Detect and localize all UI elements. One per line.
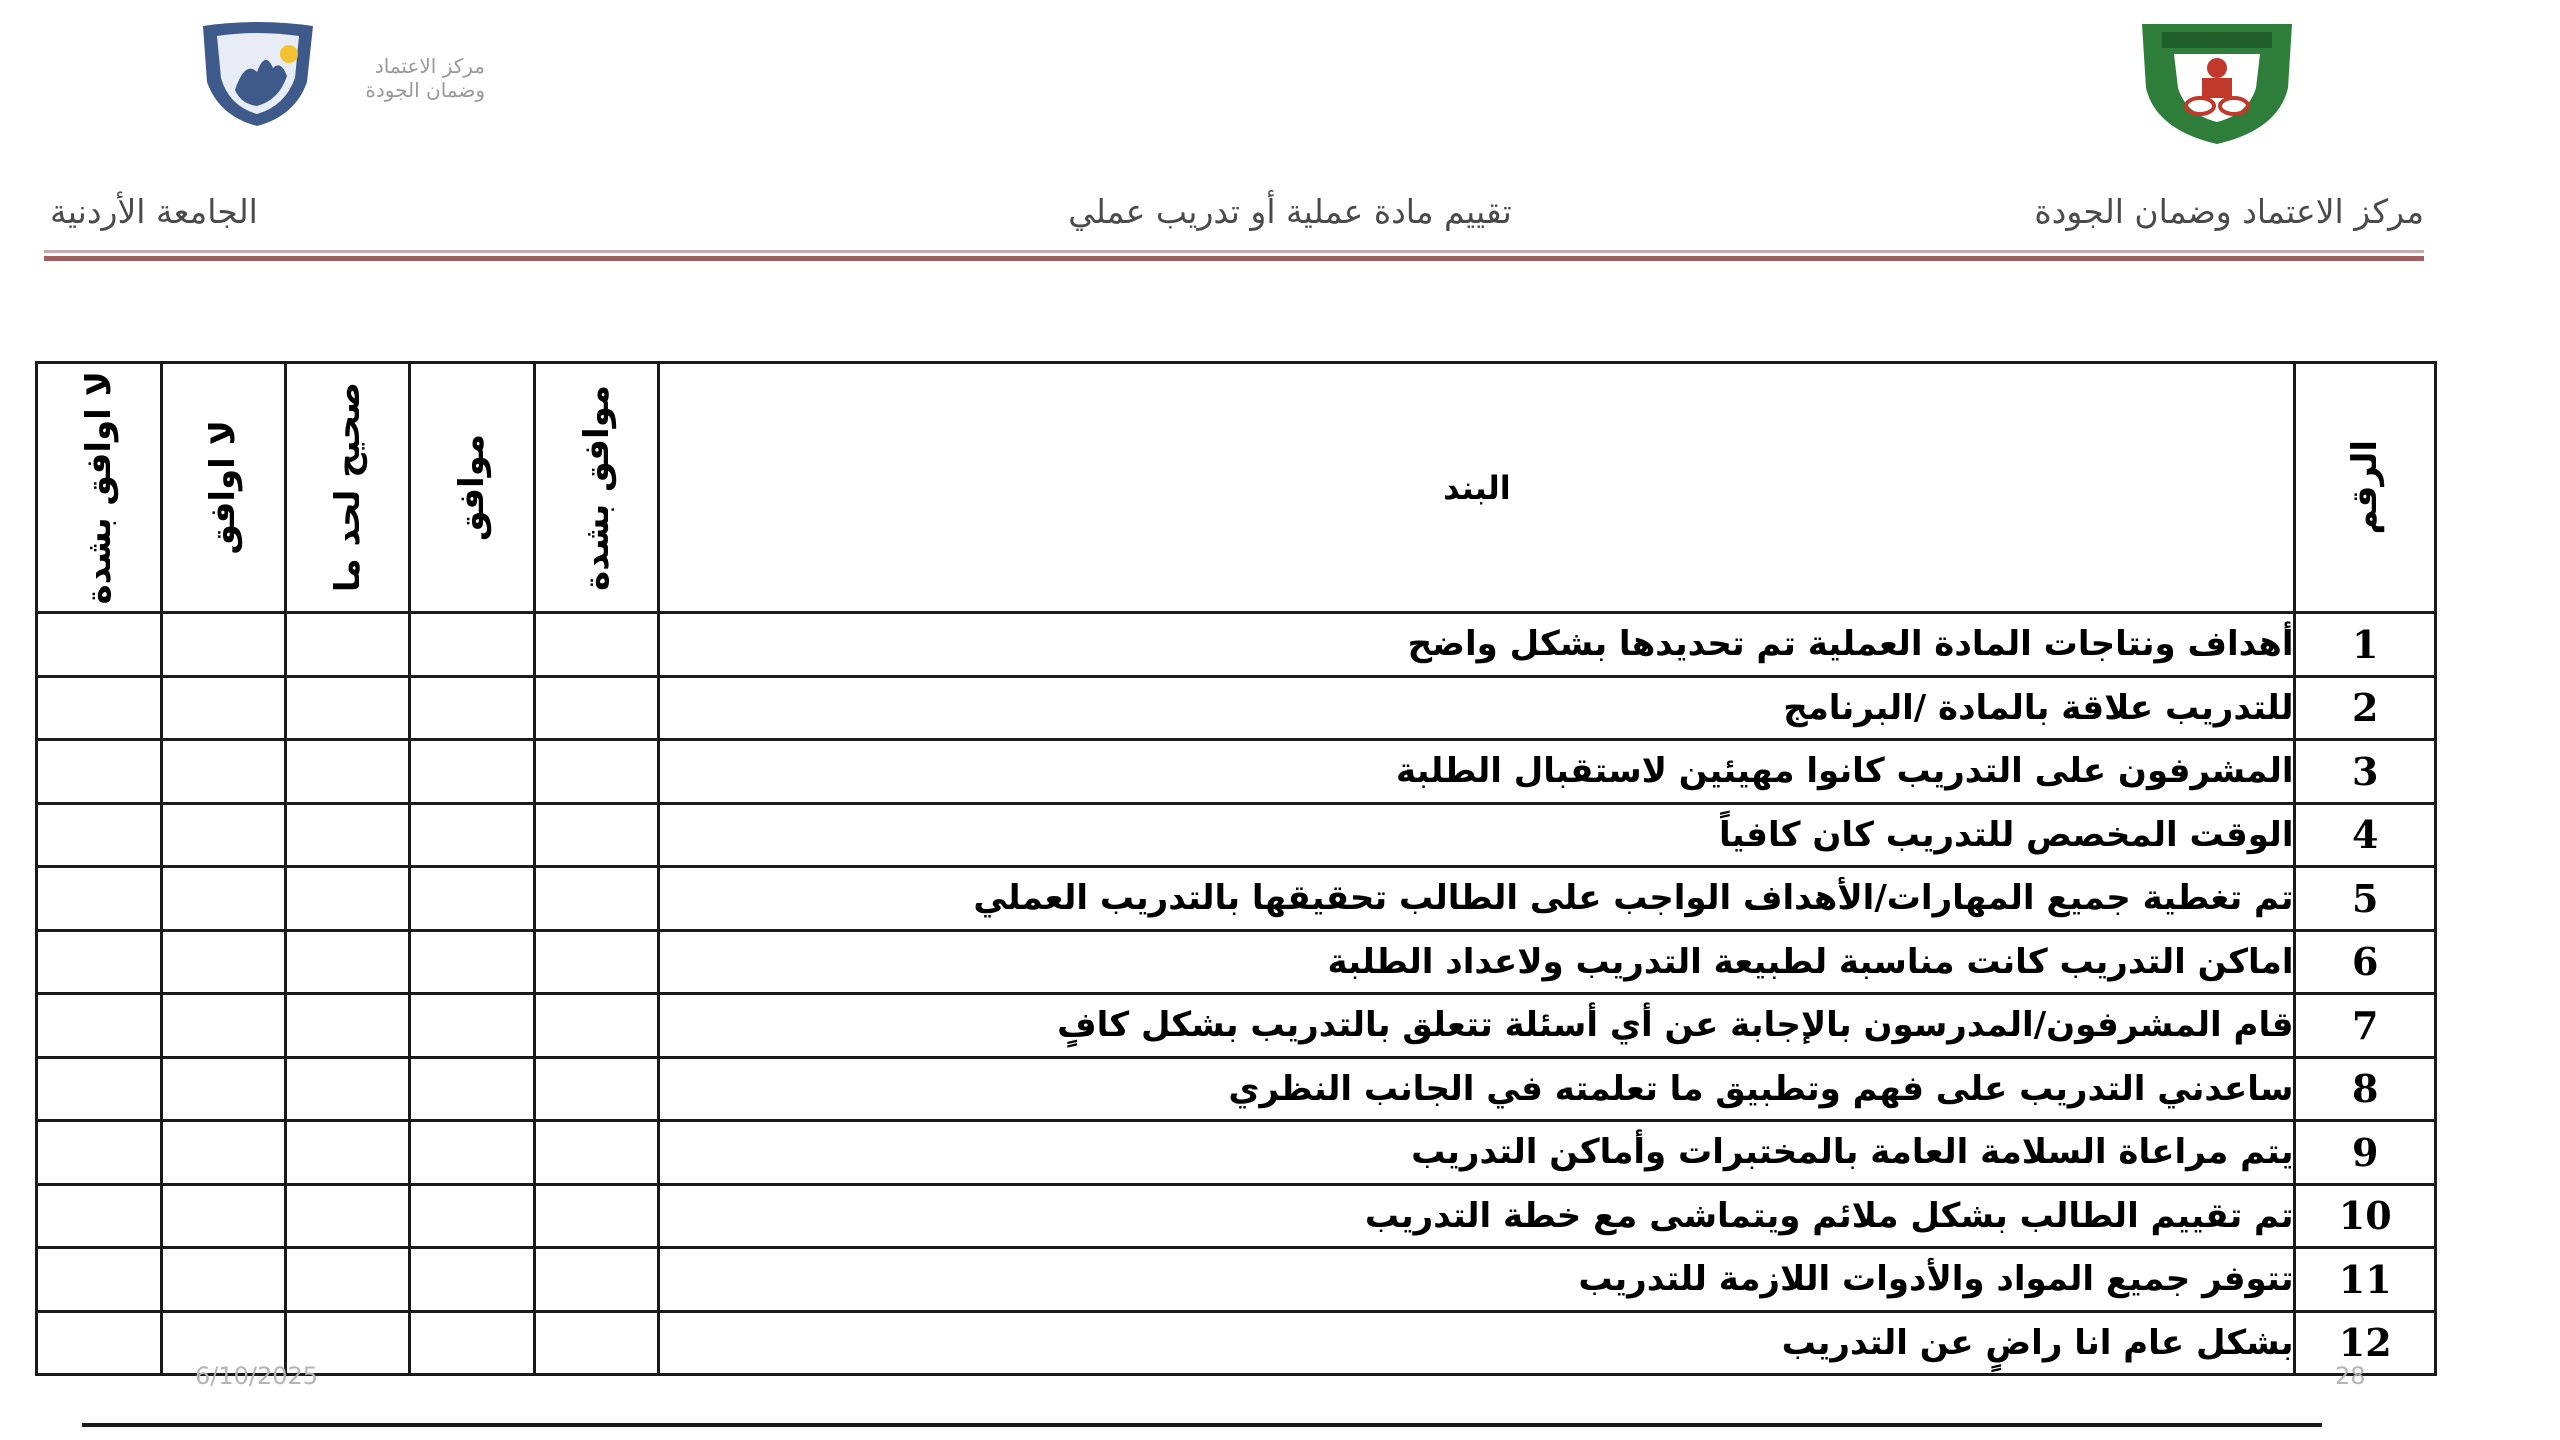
table-row: [37, 740, 2436, 804]
row-statement: تتوفر جميع المواد والأدوات اللازمة للتدريب: [659, 1248, 2295, 1312]
footer-date: 6/10/2025: [195, 1362, 319, 1390]
rating-cell[interactable]: [534, 1057, 658, 1121]
rating-cell[interactable]: [161, 867, 285, 931]
rating-cell[interactable]: [37, 1311, 162, 1375]
rating-cell[interactable]: [286, 1121, 410, 1185]
row-number: 1: [2295, 613, 2436, 677]
accreditation-center-logo: [195, 20, 495, 135]
rating-cell[interactable]: [161, 803, 285, 867]
rating-cell[interactable]: [534, 930, 658, 994]
table-row: [37, 994, 2436, 1058]
header-number: الرقم: [2295, 363, 2436, 613]
university-emblem: [2132, 18, 2302, 148]
rating-cell[interactable]: [161, 1248, 285, 1312]
rating-cell[interactable]: [37, 867, 162, 931]
row-statement: المشرفون على التدريب كانوا مهيئين لاستقبال الطلبة: [659, 740, 2295, 804]
row-number: 6: [2295, 930, 2436, 994]
row-number: 12: [2295, 1311, 2436, 1375]
row-statement: ساعدني التدريب على فهم وتطبيق ما تعلمته في الجانب النظري: [659, 1057, 2295, 1121]
row-statement: بشكل عام انا راضٍ عن التدريب: [659, 1311, 2295, 1375]
rating-cell[interactable]: [534, 740, 658, 804]
rating-cell[interactable]: [161, 1057, 285, 1121]
rating-cell[interactable]: [534, 1311, 658, 1375]
rating-cell[interactable]: [37, 994, 162, 1058]
row-statement: اماكن التدريب كانت مناسبة لطبيعة التدريب ولاعداد الطلبة: [659, 930, 2295, 994]
table-row: [37, 1184, 2436, 1248]
rating-cell[interactable]: [286, 1057, 410, 1121]
rating-cell[interactable]: [534, 803, 658, 867]
rating-cell[interactable]: [534, 1184, 658, 1248]
row-statement: يتم مراعاة السلامة العامة بالمختبرات وأماكن التدريب: [659, 1121, 2295, 1185]
rating-cell[interactable]: [534, 1121, 658, 1185]
row-number: 10: [2295, 1184, 2436, 1248]
row-statement: الوقت المخصص للتدريب كان كافياً: [659, 803, 2295, 867]
rating-cell[interactable]: [286, 1184, 410, 1248]
row-statement: أهداف ونتاجات المادة العملية تم تحديدها بشكل واضح: [659, 613, 2295, 677]
header-disagree: لا اوافق: [161, 363, 285, 613]
header-strongly-agree: موافق بشدة: [534, 363, 658, 613]
table-row: [37, 1057, 2436, 1121]
table-row: [37, 867, 2436, 931]
table-row: [37, 803, 2436, 867]
row-statement: للتدريب علاقة بالمادة /البرنامج: [659, 676, 2295, 740]
rating-cell[interactable]: [37, 1184, 162, 1248]
rating-cell[interactable]: [161, 1184, 285, 1248]
rating-cell[interactable]: [286, 740, 410, 804]
table-row: [37, 676, 2436, 740]
page-title: تقييم مادة عملية أو تدريب عملي: [1068, 192, 1512, 231]
rating-cell[interactable]: [37, 803, 162, 867]
rating-cell[interactable]: [286, 803, 410, 867]
rating-cell[interactable]: [161, 676, 285, 740]
page-number: 28: [2335, 1362, 2366, 1390]
logo-caption: مركز الاعتماد وضمان الجودة: [365, 54, 485, 102]
rating-cell[interactable]: [410, 1248, 534, 1312]
rating-cell[interactable]: [410, 867, 534, 931]
evaluation-table: [35, 361, 2437, 1376]
rating-cell[interactable]: [37, 613, 162, 677]
rating-cell[interactable]: [37, 676, 162, 740]
rating-cell[interactable]: [37, 1248, 162, 1312]
row-statement: قام المشرفون/المدرسون بالإجابة عن أي أسئلة تتعلق بالتدريب بشكل كافٍ: [659, 994, 2295, 1058]
header-divider-thin: [44, 250, 2424, 253]
header-somewhat: صحيح لحد ما: [286, 363, 410, 613]
rating-cell[interactable]: [410, 1057, 534, 1121]
row-statement: تم تغطية جميع المهارات/الأهداف الواجب على الطالب تحقيقها بالتدريب العملي: [659, 867, 2295, 931]
rating-cell[interactable]: [286, 613, 410, 677]
row-number: 4: [2295, 803, 2436, 867]
rating-cell[interactable]: [410, 803, 534, 867]
header-agree: موافق: [410, 363, 534, 613]
rating-cell[interactable]: [161, 994, 285, 1058]
row-number: 7: [2295, 994, 2436, 1058]
header-strongly-disagree: لا اوافق بشدة: [37, 363, 162, 613]
row-number: 11: [2295, 1248, 2436, 1312]
rating-cell[interactable]: [410, 1121, 534, 1185]
header-divider-thick: [44, 256, 2424, 261]
rating-cell[interactable]: [534, 1248, 658, 1312]
bottom-divider: [82, 1423, 2322, 1427]
hand-shield-icon: [195, 20, 320, 130]
rating-cell[interactable]: [534, 613, 658, 677]
rating-cell[interactable]: [286, 676, 410, 740]
rating-cell[interactable]: [534, 994, 658, 1058]
rating-cell[interactable]: [161, 1121, 285, 1185]
row-number: 9: [2295, 1121, 2436, 1185]
row-number: 2: [2295, 676, 2436, 740]
row-number: 3: [2295, 740, 2436, 804]
rating-cell[interactable]: [410, 613, 534, 677]
rating-cell[interactable]: [286, 1248, 410, 1312]
rating-cell[interactable]: [410, 676, 534, 740]
table-row: [37, 1121, 2436, 1185]
university-name: الجامعة الأردنية: [50, 192, 258, 231]
rating-cell[interactable]: [286, 867, 410, 931]
row-number: 5: [2295, 867, 2436, 931]
rating-cell[interactable]: [37, 1121, 162, 1185]
rating-cell[interactable]: [37, 740, 162, 804]
rating-cell[interactable]: [286, 994, 410, 1058]
university-shield-icon: [2132, 18, 2302, 148]
rating-cell[interactable]: [161, 740, 285, 804]
table-row: [37, 1311, 2436, 1375]
table-row: [37, 613, 2436, 677]
rating-cell[interactable]: [37, 1057, 162, 1121]
rating-cell[interactable]: [37, 930, 162, 994]
row-statement: تم تقييم الطالب بشكل ملائم ويتماشى مع خطة التدريب: [659, 1184, 2295, 1248]
table-header-row: [37, 363, 2436, 613]
rating-cell[interactable]: [410, 740, 534, 804]
rating-cell[interactable]: [161, 613, 285, 677]
rating-cell[interactable]: [410, 994, 534, 1058]
rating-cell[interactable]: [534, 676, 658, 740]
header-item: البند: [659, 363, 2295, 613]
rating-cell[interactable]: [286, 930, 410, 994]
header-center-name: مركز الاعتماد وضمان الجودة: [2034, 192, 2424, 231]
rating-cell[interactable]: [410, 930, 534, 994]
rating-cell[interactable]: [161, 930, 285, 994]
row-number: 8: [2295, 1057, 2436, 1121]
table-row: [37, 1248, 2436, 1312]
rating-cell[interactable]: [410, 1311, 534, 1375]
rating-cell[interactable]: [534, 867, 658, 931]
rating-cell[interactable]: [410, 1184, 534, 1248]
table-row: [37, 930, 2436, 994]
